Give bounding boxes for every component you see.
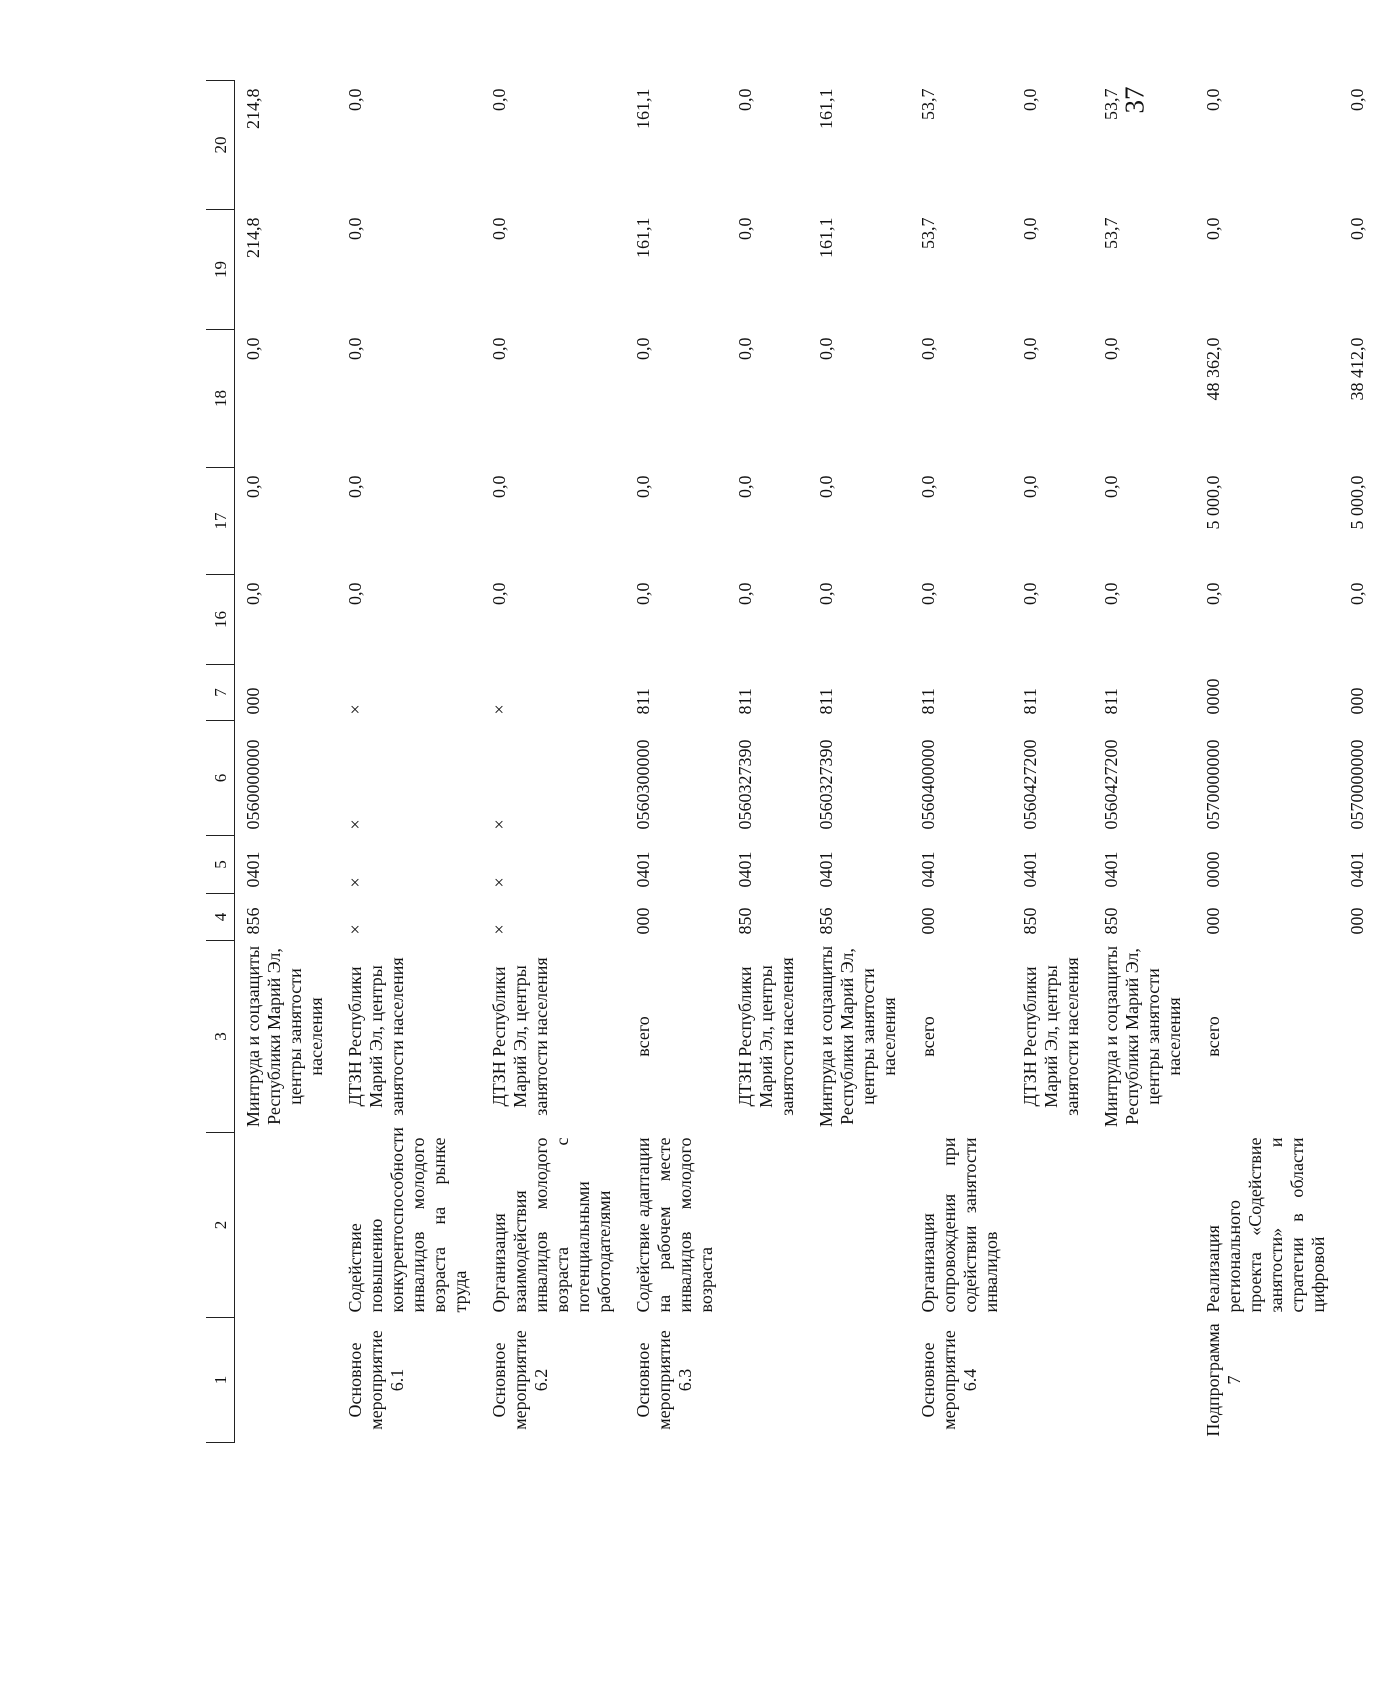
cell-year-2017: 0,0	[918, 475, 938, 498]
cell-item-id	[1337, 1318, 1376, 1443]
cell-executor: всего	[918, 1016, 938, 1057]
column-header: 3	[206, 941, 235, 1133]
cell-year-2016: 0,0	[1101, 582, 1121, 605]
cell-year-2019: 53,7	[918, 217, 938, 249]
column-header: 19	[206, 210, 235, 330]
cell-year-2016: 0,0	[1347, 582, 1367, 605]
cell-year-2020: 0,0	[489, 88, 509, 111]
cell-year-2018: 0,0	[345, 337, 365, 360]
cell-year-2016: 0,0	[489, 582, 509, 605]
header-row	[206, 81, 235, 1443]
column-header: 17	[206, 468, 235, 575]
cell-year-2018: 0,0	[633, 337, 653, 360]
cell-item-name	[725, 1133, 806, 1318]
cell-grbs: 850	[1020, 907, 1040, 935]
cell-vr: 811	[816, 688, 836, 715]
cell-grbs: 000	[633, 907, 653, 935]
cell-year-2019: 214,8	[243, 217, 263, 258]
cell-year-2020: 53,7	[1101, 88, 1121, 120]
cell-vr: 000	[243, 687, 263, 715]
cell-year-2017: 0,0	[735, 475, 755, 498]
cell-item-name: Содействие адаптации на рабочем месте инвалидов молодого возраста	[633, 1137, 716, 1313]
cell-item-name	[1337, 1133, 1376, 1318]
cell-year-2017: 0,0	[243, 475, 263, 498]
cell-executor: Минтруда и соцзащиты Республики Марий Эл, центры занятости населения	[1101, 945, 1184, 1128]
table-row	[235, 81, 336, 1443]
cell-year-2020: 0,0	[735, 88, 755, 111]
cell-item-id: Основное мероприятие 6.1	[345, 1330, 407, 1430]
cell-year-2016: 0,0	[633, 582, 653, 605]
cell-executor: Минтруда и соцзащиты Республики Марий Эл, центры занятости населения	[243, 945, 326, 1128]
cell-year-2019: 161,1	[816, 217, 836, 258]
column-header: 6	[206, 721, 235, 836]
table-row	[1091, 81, 1193, 1443]
cell-year-2018: 48 362,0	[1203, 337, 1223, 401]
cell-year-2018: 0,0	[816, 337, 836, 360]
table-row	[725, 81, 806, 1443]
budget-table	[206, 80, 1376, 1443]
cell-year-2016: 0,0	[918, 582, 938, 605]
cell-year-2020: 161,1	[633, 88, 653, 129]
cell-item-id: Основное мероприятие 6.2	[489, 1330, 551, 1430]
rotated-table-sheet	[206, 81, 1367, 1443]
cell-vr: 0000	[1203, 678, 1223, 715]
cell-year-2020: 0,0	[1347, 88, 1367, 111]
cell-year-2019: 0,0	[1203, 217, 1223, 240]
cell-executor	[1337, 941, 1376, 1133]
column-header: 18	[206, 330, 235, 468]
table-row	[1193, 81, 1337, 1443]
cell-csr: 0560427200	[1020, 739, 1040, 830]
cell-year-2020: 0,0	[345, 88, 365, 111]
cell-csr: 0560000000	[243, 739, 263, 830]
cell-csr: 0560300000	[633, 739, 653, 830]
column-header: 7	[206, 665, 235, 721]
cell-csr: 0560427200	[1101, 739, 1121, 830]
table-body	[235, 81, 1376, 1443]
cell-year-2016: 0,0	[1203, 582, 1223, 605]
cell-grbs: 856	[816, 907, 836, 935]
cell-csr: ×	[489, 819, 509, 830]
cell-item-id	[1010, 1318, 1091, 1443]
cell-year-2020: 0,0	[1203, 88, 1223, 111]
cell-year-2018: 0,0	[918, 337, 938, 360]
cell-grbs: 000	[1347, 907, 1367, 935]
table-row	[623, 81, 725, 1443]
cell-year-2019: 0,0	[735, 217, 755, 240]
cell-executor: ДТЗН Республики Марий Эл, центры занятости населения	[489, 957, 551, 1116]
cell-year-2017: 0,0	[1020, 475, 1040, 498]
cell-item-id: Основное мероприятие 6.4	[918, 1330, 980, 1430]
cell-executor: Минтруда и соцзащиты Республики Марий Эл, центры занятости населения	[816, 945, 899, 1128]
cell-csr: 0570000000	[1347, 739, 1367, 830]
cell-year-2016: 0,0	[345, 582, 365, 605]
cell-year-2016: 0,0	[243, 582, 263, 605]
cell-rzpr: 0000	[1203, 851, 1223, 888]
cell-year-2018: 38 412,0	[1347, 337, 1367, 401]
cell-vr: 811	[633, 688, 653, 715]
cell-executor: всего	[1203, 1016, 1223, 1057]
cell-vr: 811	[735, 688, 755, 715]
cell-csr: 0570000000	[1203, 739, 1223, 830]
cell-year-2018: 0,0	[735, 337, 755, 360]
cell-rzpr: 0401	[735, 851, 755, 888]
cell-item-name: Содействие повышению конкурентоспособности инвалидов молодого возраста на рынке труда	[345, 1127, 470, 1313]
cell-item-name	[235, 1133, 336, 1318]
cell-csr: 0560327390	[735, 739, 755, 830]
table-row	[908, 81, 1010, 1443]
cell-year-2020: 0,0	[1020, 88, 1040, 111]
cell-item-name: Организация взаимодействия инвалидов молодого возраста с потенциальными работодателями	[489, 1137, 614, 1313]
page-number: 37	[1119, 86, 1150, 114]
cell-rzpr: ×	[345, 877, 365, 888]
cell-grbs: 856	[243, 907, 263, 935]
cell-year-2018: 0,0	[489, 337, 509, 360]
cell-vr: ×	[345, 704, 365, 715]
column-header: 20	[206, 81, 235, 210]
cell-year-2017: 0,0	[633, 475, 653, 498]
cell-year-2017: 5 000,0	[1203, 475, 1223, 530]
column-header: 2	[206, 1133, 235, 1318]
cell-year-2020: 161,1	[816, 88, 836, 129]
cell-executor: всего	[633, 1016, 653, 1057]
cell-year-2018: 0,0	[1101, 337, 1121, 360]
cell-year-2019: 53,7	[1101, 217, 1121, 249]
cell-year-2019: 161,1	[633, 217, 653, 258]
table-row	[1337, 81, 1376, 1443]
column-header: 16	[206, 575, 235, 665]
cell-vr: ×	[489, 704, 509, 715]
table-row	[335, 81, 479, 1443]
cell-rzpr: 0401	[1347, 851, 1367, 888]
cell-year-2017: 0,0	[345, 475, 365, 498]
cell-item-id: Подпрограмма 7	[1203, 1323, 1244, 1437]
cell-year-2017: 5 000,0	[1347, 475, 1367, 530]
cell-rzpr: ×	[489, 877, 509, 888]
cell-executor: ДТЗН Республики Марий Эл, центры занятости населения	[1020, 957, 1082, 1116]
cell-grbs: ×	[489, 924, 509, 935]
cell-grbs: 000	[1203, 907, 1223, 935]
cell-item-name	[1010, 1133, 1091, 1318]
cell-item-name	[1091, 1133, 1193, 1318]
cell-item-id: Основное мероприятие 6.3	[633, 1330, 695, 1430]
cell-year-2018: 0,0	[1020, 337, 1040, 360]
cell-year-2018: 0,0	[243, 337, 263, 360]
cell-year-2016: 0,0	[1020, 582, 1040, 605]
cell-item-id	[1091, 1318, 1193, 1443]
cell-vr: 811	[918, 688, 938, 715]
cell-item-id	[235, 1318, 336, 1443]
table-row	[1010, 81, 1091, 1443]
cell-item-id	[725, 1318, 806, 1443]
cell-csr: 0560327390	[816, 739, 836, 830]
cell-item-name	[806, 1133, 908, 1318]
cell-rzpr: 0401	[816, 851, 836, 888]
cell-grbs: 850	[735, 907, 755, 935]
cell-rzpr: 0401	[918, 851, 938, 888]
column-header: 4	[206, 894, 235, 941]
cell-year-2019: 0,0	[1347, 217, 1367, 240]
cell-grbs: 850	[1101, 907, 1121, 935]
cell-rzpr: 0401	[633, 851, 653, 888]
cell-year-2020: 53,7	[918, 88, 938, 120]
cell-year-2019: 0,0	[489, 217, 509, 240]
cell-grbs: 000	[918, 907, 938, 935]
cell-csr: ×	[345, 819, 365, 830]
cell-year-2019: 0,0	[1020, 217, 1040, 240]
cell-year-2016: 0,0	[816, 582, 836, 605]
cell-year-2019: 0,0	[345, 217, 365, 240]
cell-rzpr: 0401	[243, 851, 263, 888]
cell-year-2017: 0,0	[1101, 475, 1121, 498]
cell-year-2017: 0,0	[489, 475, 509, 498]
cell-rzpr: 0401	[1101, 851, 1121, 888]
cell-executor: ДТЗН Республики Марий Эл, центры занятости населения	[345, 957, 407, 1116]
cell-year-2016: 0,0	[735, 582, 755, 605]
cell-item-name: Организация сопровождения при содействии занятости инвалидов	[918, 1137, 1001, 1313]
cell-vr: 811	[1101, 688, 1121, 715]
table-row	[479, 81, 623, 1443]
cell-executor: ДТЗН Республики Марий Эл, центры занятости населения	[735, 957, 797, 1116]
cell-rzpr: 0401	[1020, 851, 1040, 888]
cell-grbs: ×	[345, 924, 365, 935]
column-header: 1	[206, 1318, 235, 1443]
cell-vr: 000	[1347, 687, 1367, 715]
table-row	[806, 81, 908, 1443]
cell-year-2017: 0,0	[816, 475, 836, 498]
cell-year-2020: 214,8	[243, 88, 263, 129]
cell-csr: 0560400000	[918, 739, 938, 830]
column-header: 5	[206, 836, 235, 894]
cell-item-id	[806, 1318, 908, 1443]
cell-item-name: Реализация регионального проекта «Содействие занятости» и стратегии в области цифровой	[1203, 1137, 1328, 1313]
cell-vr: 811	[1020, 688, 1040, 715]
